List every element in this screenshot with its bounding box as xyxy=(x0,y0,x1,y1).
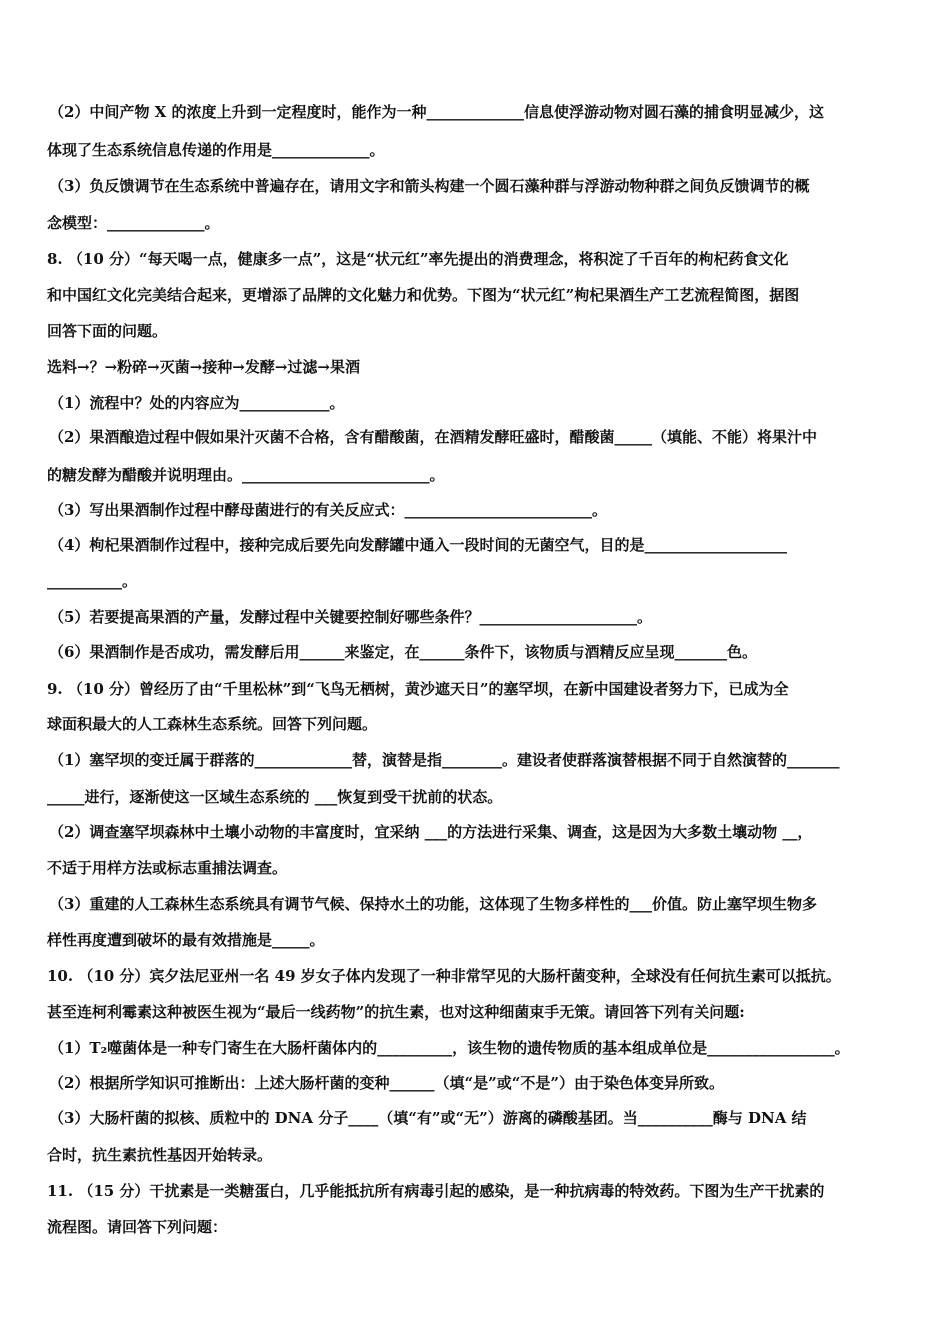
text-line-q7-3a: （3）负反馈调节在生态系统中普遍存在，请用文字和箭头构建一个圆石藻种群与浮游动物种群之间负反馈调节的概 xyxy=(49,177,810,195)
text-line-q8-flow: 选料→？→粉碎→灭菌→接种→发酵→过滤→果酒 xyxy=(47,358,360,376)
text-line-q8-3: （3）写出果酒制作过程中酵母菌进行的有关反应式：_________________________。 xyxy=(49,501,607,519)
text-line-q7-2b: 体现了生态系统信息传递的作用是_____________。 xyxy=(47,141,385,159)
text-line-q10-3a: （3）大肠杆菌的拟核、质粒中的 DNA 分子____（填“有”或“无”）游离的磷酸基团。当__________酶与 DNA 结 xyxy=(49,1109,807,1127)
text-line-q7-3b: 念模型：_____________。 xyxy=(47,214,220,232)
text-line-q9-1a: （1）塞罕坝的变迁属于群落的_____________替，演替是指________。建设者使群落演替根据不同于自然演替的_______ xyxy=(49,751,840,769)
text-line-q8-5: （5）若要提高果酒的产量，发酵过程中关键要控制好哪些条件？_____________________。 xyxy=(49,608,652,626)
text-line-q11-b: 流程图。请回答下列问题： xyxy=(47,1218,228,1236)
text-line-q10-3b: 合时，抗生素抗性基因开始转录。 xyxy=(47,1146,273,1164)
text-line-q8-4a: （4）枸杞果酒制作过程中，接种完成后要先向发酵罐中通入一段时间的无菌空气，目的是___________________ xyxy=(49,536,787,554)
text-line-q8-title: 8. （10 分）“每天喝一点，健康多一点”，这是“状元红”率先提出的消费理念，将积淀了千百年的枸杞药食文化 xyxy=(47,250,789,268)
text-line-q9-3a: （3）重建的人工森林生态系统具有调节气候、保持水土的功能，这体现了生物多样性的___价值。防止塞罕坝生物多 xyxy=(49,895,817,913)
text-line-q8-b: 和中国红文化完美结合起来，更增添了品牌的文化魅力和优势。下图为“状元红”枸杞果酒生产工艺流程简图，据图 xyxy=(47,286,800,304)
text-line-q9-1b: _____进行，逐渐使这一区域生态系统的 ___恢复到受干扰前的状态。 xyxy=(47,788,503,806)
text-line-q8-2b: 的糖发酵为醋酸并说明理由。_________________________。 xyxy=(47,466,445,484)
text-line-q8-c: 回答下面的问题。 xyxy=(47,322,168,340)
text-line-q9-2b: 不适于用样方法或标志重捕法调查。 xyxy=(47,859,288,877)
text-line-q7-2a: （2）中间产物 X 的浓度上升到一定程度时，能作为一种_____________信息使浮游动物对圆石藻的捕食明显减少，这 xyxy=(49,103,825,121)
text-line-q8-1: （1）流程中？处的内容应为____________。 xyxy=(49,394,345,412)
text-line-q10-b: 甚至连柯利霉素这种被医生视为“最后一线药物”的抗生素，也对这种细菌束手无策。请回答下列有关问题: xyxy=(47,1003,745,1021)
text-line-q9-b: 球面积最大的人工森林生态系统。回答下列问题。 xyxy=(47,715,378,733)
text-line-q11-title: 11. （15 分）干扰素是一类糖蛋白，几乎能抵抗所有病毒引起的感染，是一种抗病毒的特效药。下图为生产干扰素的 xyxy=(47,1182,825,1200)
text-line-q8-2a: （2）果酒酿造过程中假如果汁灭菌不合格，含有醋酸菌，在酒精发酵旺盛时，醋酸菌_____（填能、不能）将果汁中 xyxy=(49,428,817,446)
text-line-q10-1: （1）T₂噬菌体是一种专门寄生在大肠杆菌体内的__________，该生物的遗传物质的基本组成单位是_________________。 xyxy=(49,1039,850,1057)
text-line-q8-4b: __________。 xyxy=(47,572,138,590)
text-line-q10-title: 10. （10 分）宾夕法尼亚州一名 49 岁女子体内发现了一种非常罕见的大肠杆菌变种，全球没有任何抗生素可以抵抗。 xyxy=(47,967,841,985)
text-line-q9-3b: 样性再度遭到破坏的最有效措施是_____。 xyxy=(47,931,325,949)
text-line-q9-2a: （2）调查塞罕坝森林中土壤小动物的丰富度时，宜采纳 ___的方法进行采集、调查，这是因为大多数土壤动物 __， xyxy=(49,823,813,841)
text-line-q10-2: （2）根据所学知识可推断出：上述大肠杆菌的变种______（填“是”或“不是”）由于染色体变异所致。 xyxy=(49,1074,724,1092)
text-line-q8-6: （6）果酒制作是否成功，需发酵后用______来鉴定，在______条件下，该物质与酒精反应呈现_______色。 xyxy=(49,643,757,661)
text-line-q9-title: 9. （10 分）曾经历了由“千里松林”到“飞鸟无栖树，黄沙遮天日”的塞罕坝，在新中国建设者努力下，已成为全 xyxy=(47,680,789,698)
